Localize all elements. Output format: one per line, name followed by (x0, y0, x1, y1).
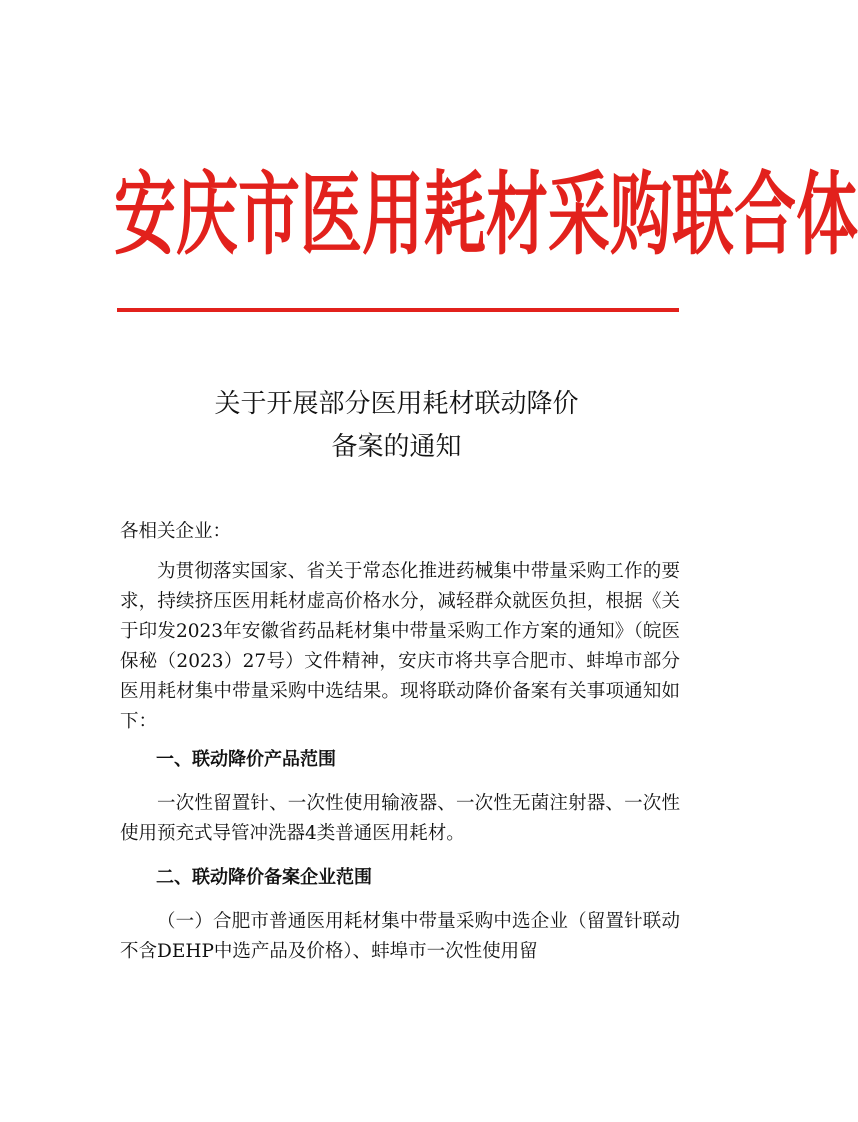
document-title-line2: 备案的通知 (331, 432, 462, 462)
document-title (0, 383, 793, 469)
salutation: 各相关企业： (120, 521, 232, 542)
masthead-red-rule (117, 308, 679, 312)
intro-paragraph: 为贯彻落实国家、省关于常态化推进药械集中带量采购工作的要求，持续挤压医用耗材虚高价格水分，减轻群众就医负担，根据《关于印发2023年安徽省药品耗材集中带量采购工作方案的通知》（皖医保秘（2023）27号）文件精神，安庆市将共享合肥市、蚌埠市部分医用耗材集中带量采购中选结果。现将联动降价备案有关事项通知如下： (120, 561, 680, 732)
section1-body: 一次性留置针、一次性使用输液器、一次性无菌注射器、一次性使用预充式导管冲洗器4类普通医用耗材。 (120, 793, 680, 844)
document-body (120, 517, 680, 967)
document-title-line1: 关于开展部分医用耗材联动降价 (214, 389, 579, 419)
section1-heading: 一、联动降价产品范围 (156, 749, 336, 770)
section2-item1: （一）合肥市普通医用耗材集中带量采购中选企业（留置针联动不含DEHP中选产品及价格）、蚌埠市一次性使用留 (120, 911, 680, 962)
section2-heading: 二、联动降价备案企业范围 (156, 867, 372, 888)
masthead-title: 安庆市医用耗材采购联合体 (114, 161, 858, 268)
